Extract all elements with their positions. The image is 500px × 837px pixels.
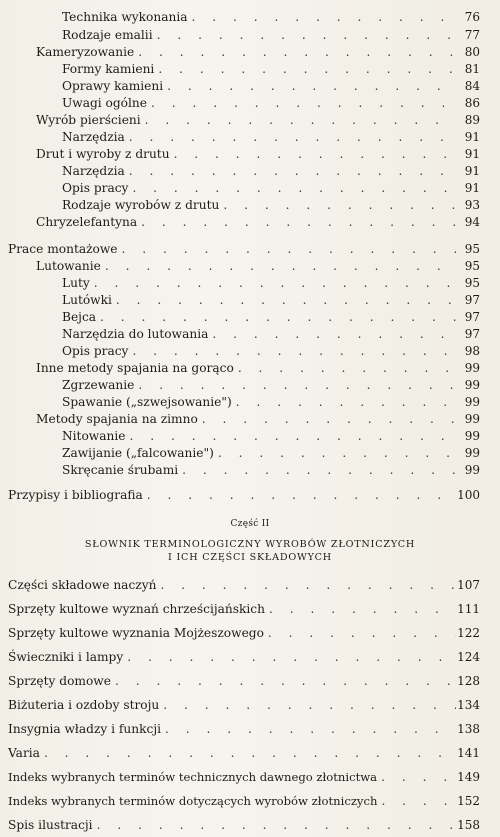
- dot-leader: [97, 816, 456, 834]
- entry-label: Spis ilustracji: [8, 818, 93, 832]
- entry-label: Varia: [8, 746, 40, 760]
- toc-entry: [0, 111, 500, 129]
- entry-page: 93: [464, 198, 480, 212]
- entry-page: 99: [464, 429, 480, 443]
- entry-page: 99: [464, 412, 480, 426]
- entry-label: Kameryzowanie: [36, 45, 135, 59]
- entry-page: 134: [457, 698, 480, 712]
- entry-page: 97: [464, 310, 480, 324]
- entry-page: 152: [457, 794, 480, 808]
- dot-leader: [238, 359, 456, 377]
- entry-page: 100: [457, 488, 480, 502]
- entry-label: Opis pracy: [62, 344, 129, 358]
- toc-entry: [0, 213, 500, 231]
- dot-leader: [122, 240, 456, 258]
- toc-entry: [0, 376, 500, 394]
- toc-entry: [0, 94, 500, 112]
- entry-label: Bejca: [62, 310, 97, 324]
- entry-label: Części składowe naczyń: [8, 578, 157, 592]
- dot-leader: [182, 461, 456, 479]
- dot-leader: [44, 744, 456, 762]
- dot-leader: [116, 291, 456, 309]
- toc-entry: [0, 444, 500, 462]
- toc-entry: [0, 720, 500, 738]
- entry-page: 77: [464, 28, 480, 42]
- dot-leader: [145, 111, 456, 129]
- toc-entry: [0, 696, 500, 714]
- dot-leader: [157, 26, 456, 44]
- entry-label: Oprawy kamieni: [62, 79, 164, 93]
- entry-page: 76: [464, 10, 480, 24]
- entry-label: Zawijanie („falcowanie"): [62, 446, 214, 460]
- entry-page: 141: [457, 746, 480, 760]
- entry-label: Formy kamieni: [62, 62, 155, 76]
- dot-leader: [165, 720, 456, 738]
- entry-label: Przypisy i bibliografia: [8, 488, 143, 502]
- toc-entry: [0, 410, 500, 428]
- dot-leader: [115, 672, 456, 690]
- entry-page: 91: [464, 130, 480, 144]
- dot-leader: [105, 257, 456, 275]
- dot-leader: [381, 768, 456, 786]
- entry-page: 84: [464, 79, 480, 93]
- dot-leader: [141, 213, 456, 231]
- entry-page: 98: [464, 344, 480, 358]
- dot-leader: [160, 576, 456, 594]
- entry-page: 99: [464, 463, 480, 477]
- toc-entry: [0, 145, 500, 163]
- toc-entry: [0, 26, 500, 44]
- entry-label: Chryzelefantyna: [36, 215, 138, 229]
- toc-entry: [0, 8, 500, 26]
- entry-label: Technika wykonania: [62, 10, 188, 24]
- entry-label: Metody spajania na zimno: [36, 412, 198, 426]
- entry-page: 86: [464, 96, 480, 110]
- dot-leader: [147, 486, 456, 504]
- part-heading: Część II: [230, 519, 270, 529]
- entry-page: 99: [464, 446, 480, 460]
- entry-label: Uwagi ogólne: [62, 96, 147, 110]
- toc-entry: [0, 240, 500, 258]
- toc-entry: [0, 768, 500, 786]
- entry-page: 99: [464, 378, 480, 392]
- dot-leader: [236, 393, 456, 411]
- toc-entry: [0, 325, 500, 343]
- entry-label: Narzędzia: [62, 130, 125, 144]
- dot-leader: [94, 274, 456, 292]
- toc-entry: [0, 600, 500, 618]
- entry-page: 111: [457, 602, 480, 616]
- dot-leader: [381, 792, 456, 810]
- toc-entry: [0, 393, 500, 411]
- toc-entry: [0, 744, 500, 762]
- dot-leader: [132, 342, 456, 360]
- entry-page: 128: [457, 674, 480, 688]
- dot-leader: [129, 427, 456, 445]
- entry-page: 97: [464, 293, 480, 307]
- entry-label: Rodzaje wyrobów z drutu: [62, 198, 220, 212]
- dot-leader: [163, 696, 456, 714]
- dot-leader: [218, 444, 456, 462]
- entry-label: Zgrzewanie: [62, 378, 135, 392]
- toc-entry-notes: [0, 486, 500, 504]
- entry-label: Sprzęty kultowe wyznania Mojżeszowego: [8, 626, 264, 640]
- entry-page: 124: [457, 650, 480, 664]
- toc-entry: [0, 624, 500, 642]
- entry-label: Skręcanie śrubami: [62, 463, 179, 477]
- dot-leader: [192, 8, 456, 26]
- entry-label: Świeczniki i lampy: [8, 650, 124, 664]
- entry-page: 99: [464, 395, 480, 409]
- dot-leader: [129, 128, 456, 146]
- entry-label: Indeks wybranych terminów technicznych dawnego złotnictwa: [8, 770, 378, 784]
- part-title-line-2: I ICH CZĘŚCI SKŁADOWYCH: [168, 552, 332, 563]
- dot-leader: [268, 624, 456, 642]
- entry-label: Rodzaje emalii: [62, 28, 153, 42]
- dot-leader: [151, 94, 456, 112]
- entry-page: 97: [464, 327, 480, 341]
- entry-label: Inne metody spajania na gorąco: [36, 361, 234, 375]
- toc-entry: [0, 179, 500, 197]
- entry-page: 158: [457, 818, 480, 832]
- toc-entry: [0, 60, 500, 78]
- toc-entry: [0, 427, 500, 445]
- toc-entry: [0, 291, 500, 309]
- entry-page: 95: [464, 276, 480, 290]
- entry-label: Wyrób pierścieni: [36, 113, 141, 127]
- entry-page: 149: [457, 770, 480, 784]
- entry-label: Lutowanie: [36, 259, 101, 273]
- toc-entry: [0, 359, 500, 377]
- toc-entry: [0, 672, 500, 690]
- toc-entry: [0, 576, 500, 594]
- entry-page: 99: [464, 361, 480, 375]
- entry-page: 89: [464, 113, 480, 127]
- entry-page: 107: [457, 578, 480, 592]
- toc-entry: [0, 648, 500, 666]
- toc-entry: [0, 196, 500, 214]
- dot-leader: [138, 43, 456, 61]
- toc-entry: [0, 342, 500, 360]
- dot-leader: [269, 600, 456, 618]
- entry-label: Insygnia władzy i funkcji: [8, 722, 161, 736]
- entry-label: Drut i wyroby z drutu: [36, 147, 170, 161]
- entry-page: 80: [464, 45, 480, 59]
- entry-page: 81: [464, 62, 480, 76]
- dot-leader: [212, 325, 456, 343]
- toc-entry: [0, 792, 500, 810]
- entry-label: Sprzęty kultowe wyznań chrześcijańskich: [8, 602, 265, 616]
- toc-entry: [0, 128, 500, 146]
- entry-label: Spawanie („szwejsowanie"): [62, 395, 232, 409]
- dot-leader: [223, 196, 456, 214]
- toc-entry: [0, 308, 500, 326]
- toc-entry: [0, 77, 500, 95]
- entry-label: Nitowanie: [62, 429, 126, 443]
- toc-entry: [0, 257, 500, 275]
- toc-entry: [0, 816, 500, 834]
- entry-page: 122: [457, 626, 480, 640]
- dot-leader: [100, 308, 456, 326]
- toc-entry: [0, 461, 500, 479]
- entry-label: Indeks wybranych terminów dotyczących wyrobów złotniczych: [8, 794, 378, 808]
- entry-label: Narzędzia do lutowania: [62, 327, 209, 341]
- dot-leader: [132, 179, 456, 197]
- toc-entry: [0, 162, 500, 180]
- entry-page: 95: [464, 259, 480, 273]
- entry-label: Luty: [62, 276, 90, 290]
- entry-page: 91: [464, 164, 480, 178]
- dot-leader: [174, 145, 456, 163]
- toc-entry: [0, 43, 500, 61]
- entry-label: Lutówki: [62, 293, 112, 307]
- part-title-line-1: SŁOWNIK TERMINOLOGICZNY WYROBÓW ZŁOTNICZYCH: [84, 539, 416, 550]
- entry-label: Prace montażowe: [8, 242, 118, 256]
- toc-entry: [0, 274, 500, 292]
- dot-leader: [129, 162, 456, 180]
- entry-label: Sprzęty domowe: [8, 674, 111, 688]
- dot-leader: [127, 648, 456, 666]
- entry-page: 91: [464, 147, 480, 161]
- entry-label: Narzędzia: [62, 164, 125, 178]
- entry-label: Opis pracy: [62, 181, 129, 195]
- entry-page: 91: [464, 181, 480, 195]
- entry-page: 94: [464, 215, 480, 229]
- entry-page: 95: [464, 242, 480, 256]
- dot-leader: [158, 60, 456, 78]
- dot-leader: [202, 410, 456, 428]
- dot-leader: [138, 376, 456, 394]
- entry-page: 138: [457, 722, 480, 736]
- entry-label: Biżuteria i ozdoby stroju: [8, 698, 160, 712]
- dot-leader: [167, 77, 456, 95]
